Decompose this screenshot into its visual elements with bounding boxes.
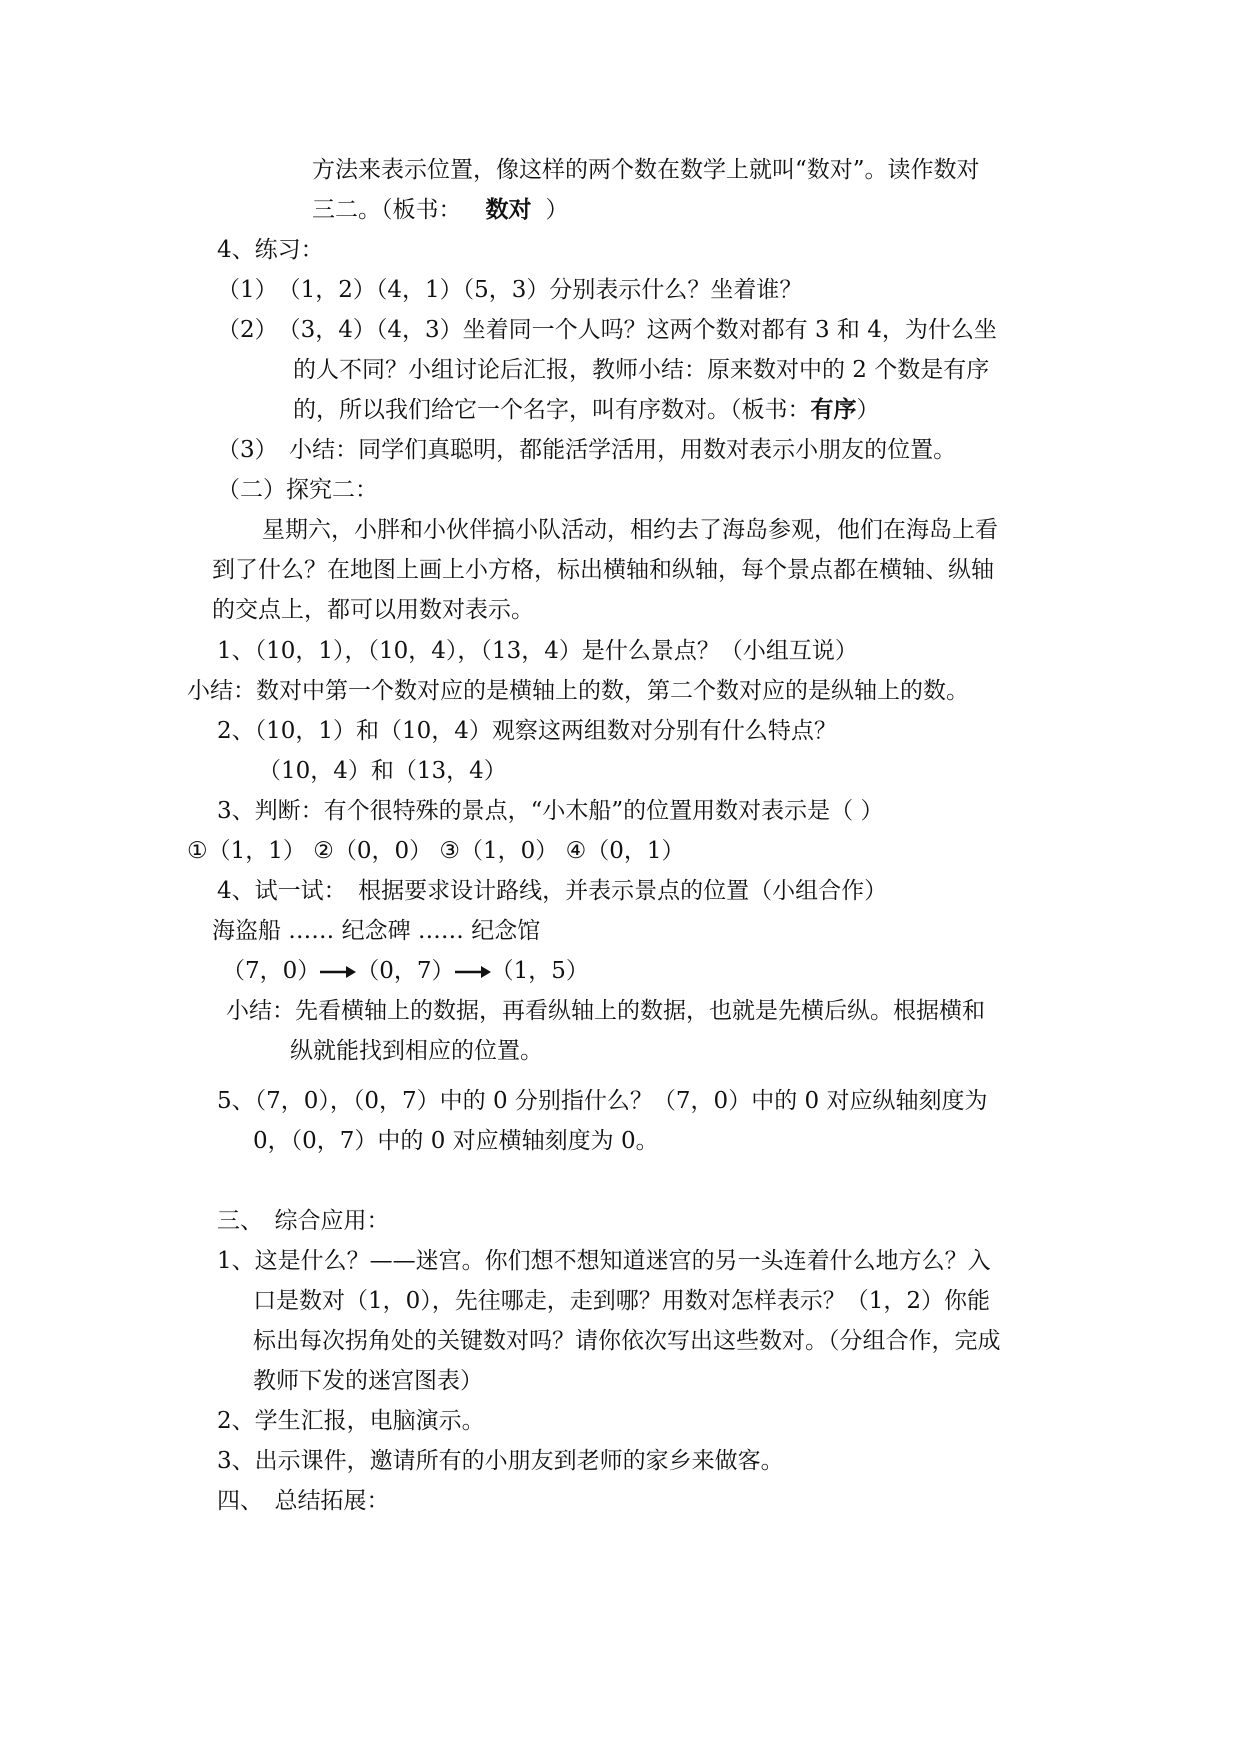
- route-line: [222, 956, 589, 986]
- text-line: 0，（0，7）中的 0 对应横轴刻度为 0。: [253, 1128, 659, 1154]
- text-line: （3） 小结：同学们真聪明，都能活学活用，用数对表示小朋友的位置。: [217, 437, 957, 463]
- text-line: 口是数对（1，0），先往哪走，走到哪？用数对怎样表示？（1，2）你能: [253, 1288, 991, 1314]
- route-point: （7，0）: [222, 958, 321, 984]
- text-line: ①（1，1） ②（0，0） ③（1，0） ④（0，1）: [187, 838, 685, 864]
- text-span: 的，所以我们给它一个名字，叫有序数对。（板书：: [293, 397, 811, 423]
- text-line: [312, 195, 569, 225]
- arrow-right-icon: [320, 965, 356, 979]
- text-line: 4、试一试： 根据要求设计路线，并表示景点的位置（小组合作）: [217, 878, 888, 904]
- section-heading: 4、练习：: [217, 237, 324, 263]
- text-span: 三二。（板书：: [312, 197, 462, 223]
- text-line: 教师下发的迷宫图表）: [253, 1368, 483, 1394]
- text-line: 到了什么？在地图上画上小方格，标出横轴和纵轴，每个景点都在横轴、纵轴: [212, 557, 994, 583]
- board-note-bold: 数对: [485, 197, 532, 223]
- text-line: 1、这是什么？——迷宫。你们想不想知道迷宫的另一头连着什么地方么？入: [217, 1248, 991, 1274]
- section-heading: 三、 综合应用：: [217, 1208, 390, 1234]
- route-point: （1，5）: [490, 958, 589, 984]
- section-heading: 四、 总结拓展：: [217, 1488, 390, 1514]
- text-line: 海盗船 …… 纪念碑 …… 纪念馆: [212, 918, 541, 944]
- text-line: （10，4）和（13，4）: [258, 758, 507, 784]
- text-line: 2、学生汇报，电脑演示。: [217, 1408, 485, 1434]
- text-line: 2、（10，1）和（10，4）观察这两组数对分别有什么特点？: [217, 718, 837, 744]
- text-line: 纵就能找到相应的位置。: [290, 1038, 543, 1064]
- text-line: 标出每次拐角处的关键数对吗？请你依次写出这些数对。（分组合作，完成: [253, 1328, 1001, 1354]
- text-line: 小结：数对中第一个数对应的是横轴上的数，第二个数对应的是纵轴上的数。: [187, 678, 969, 704]
- text-line: 的交点上，都可以用数对表示。: [212, 597, 534, 623]
- text-line: 3、出示课件，邀请所有的小朋友到老师的家乡来做客。: [217, 1448, 784, 1474]
- text-line: 方法来表示位置，像这样的两个数在数学上就叫“数对”。读作数对: [312, 157, 980, 183]
- route-point: （0，7）: [356, 958, 455, 984]
- text-line: 5、（7，0），（0，7）中的 0 分别指什么？（7，0）中的 0 对应纵轴刻度为: [217, 1088, 988, 1114]
- arrow-right-icon: [455, 965, 491, 979]
- text-span: ）: [545, 197, 569, 223]
- text-line: 的人不同？小组讨论后汇报，教师小结：原来数对中的 2 个数是有序: [293, 357, 990, 383]
- text-line: 星期六，小胖和小伙伴搞小队活动，相约去了海岛参观，他们在海岛上看: [262, 517, 998, 543]
- section-heading: （二）探究二：: [217, 477, 378, 503]
- text-line: 3、判断：有个很特殊的景点，“小木船”的位置用数对表示是（ ）: [217, 798, 884, 824]
- text-line: 1、（10，1），（10，4），（13，4）是什么景点？（小组互说）: [217, 638, 858, 664]
- text-span: ）: [856, 397, 880, 423]
- text-line: [293, 395, 880, 425]
- board-note-bold: 有序: [810, 397, 857, 423]
- text-line: （2） （3，4）（4，3）坐着同一个人吗？这两个数对都有 3 和 4，为什么坐: [217, 317, 997, 343]
- text-line: （1） （1，2）（4，1）（5，3）分别表示什么？坐着谁？: [217, 277, 803, 303]
- text-line: 小结：先看横轴上的数据，再看纵轴上的数据，也就是先横后纵。根据横和: [226, 998, 985, 1024]
